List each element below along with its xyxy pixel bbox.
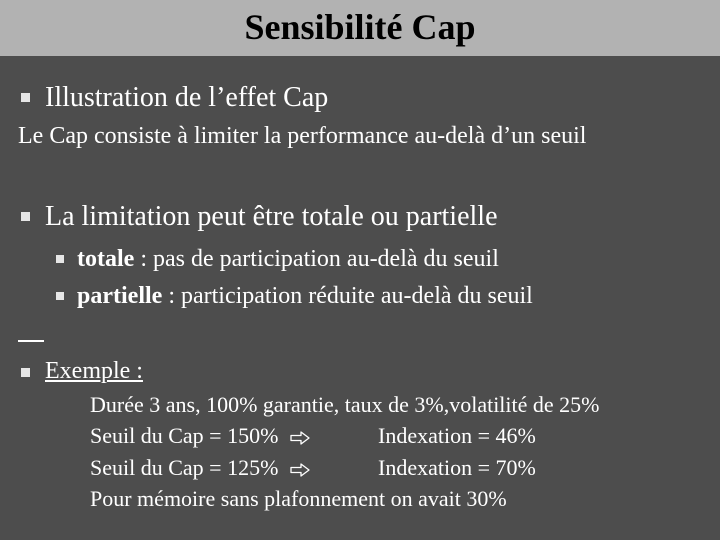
section2-item-totale (77, 245, 499, 273)
example-row1-threshold (90, 422, 310, 450)
sub-bullet-icon (56, 292, 64, 300)
hollow-right-arrow-icon (290, 431, 310, 445)
slide-title: Sensibilité Cap (244, 7, 476, 47)
item-term: totale (77, 246, 135, 272)
bullet-icon (21, 212, 30, 221)
section3-heading: Exemple : (45, 358, 143, 384)
threshold-text: Seuil du Cap = 125% (90, 455, 279, 480)
bullet-icon (21, 93, 30, 102)
sub-bullet-icon (56, 255, 64, 263)
item-description: : pas de participation au-delà du seuil (134, 246, 499, 272)
example-parameters: Durée 3 ans, 100% garantie, taux de 3%,volatilité de 25% (90, 392, 600, 417)
section2-item-partielle (77, 282, 533, 310)
item-description: : participation réduite au-delà du seuil (162, 283, 533, 309)
example-memo: Pour mémoire sans plafonnement on avait 30% (90, 486, 507, 511)
example-row2-indexation: Indexation = 70% (378, 455, 536, 480)
section1-body: Le Cap consiste à limiter la performance au-delà d’un seuil (18, 123, 587, 149)
hollow-right-arrow-icon (290, 463, 310, 477)
example-row2-threshold (90, 454, 310, 482)
threshold-text: Seuil du Cap = 150% (90, 423, 279, 448)
item-term: partielle (77, 283, 163, 309)
bullet-icon (21, 368, 30, 377)
separator-dash (18, 340, 44, 342)
section1-heading: Illustration de l’effet Cap (45, 82, 329, 113)
section2-heading: La limitation peut être totale ou partielle (45, 201, 498, 232)
example-row1-indexation: Indexation = 46% (378, 423, 536, 448)
